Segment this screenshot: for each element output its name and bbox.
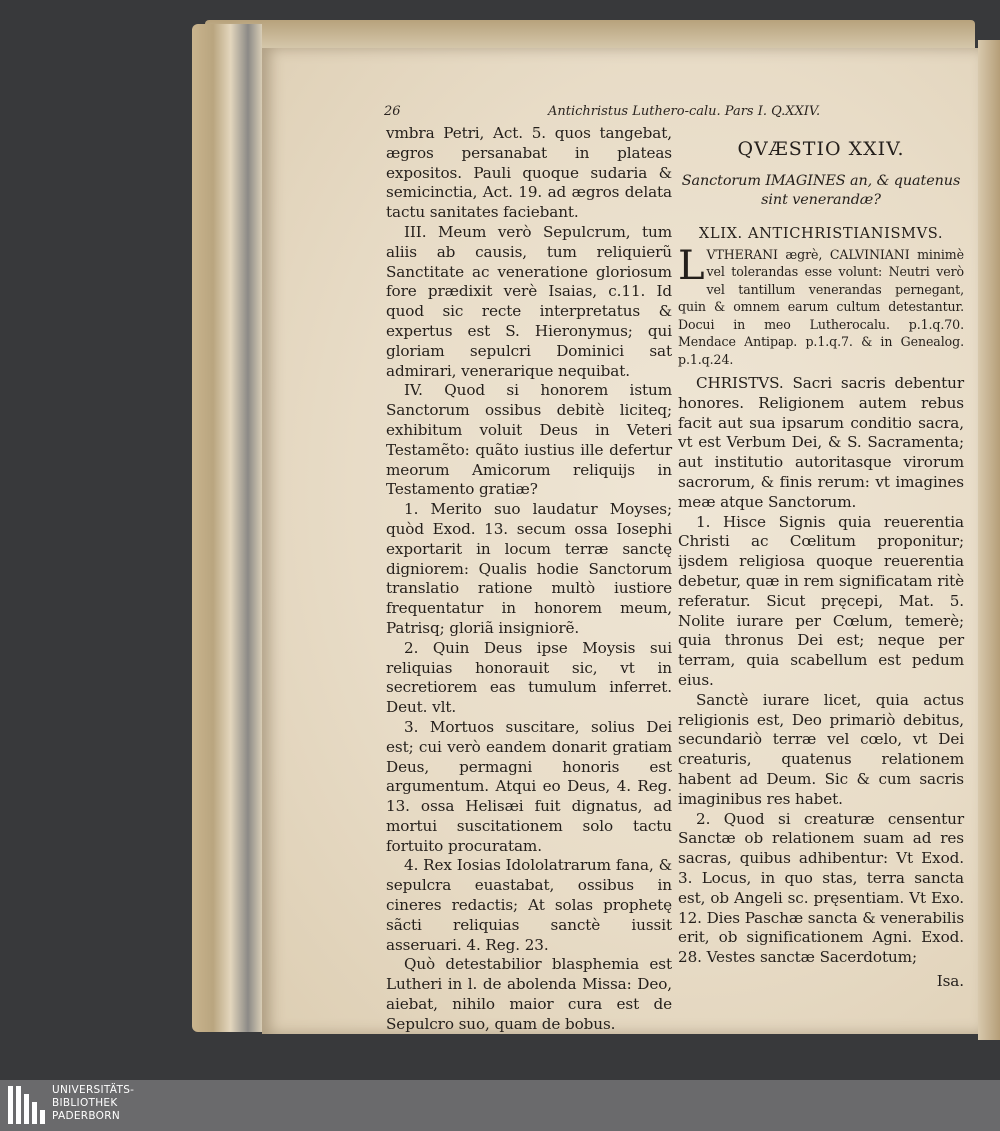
paragraph: 4. Rex Iosias Idololatrarum fana, & sepulcra euastabat, ossibus in cineres redactis; At solas prophetę sãcti reliquias sanctè iussit asseruari. 4. Reg. 23. <box>386 856 672 954</box>
paragraph: III. Meum verò Sepulcrum, tum aliis ab causis, tum reliquierũ Sanctitate ac veneratione gloriosum fore prædixit verè Isaias, c.11. Id quod sic recte interpretatus & expertus est S. Hieronymus; qui gloriam sepulcri Dominici sat admirari, venerarique nequibat. <box>386 222 672 380</box>
paragraph: CHRISTVS. Sacri sacris debentur honores. Religionem autem rebus facit aut sua ipsarum conditio sacra, vt est Verbum Dei, & S. Sacramenta; aut institutio autoritasque virorum sacrorum, & finis rerum: vt imagines meæ atque Sanctorum. <box>678 374 964 511</box>
paragraph: 2. Quod si creaturæ censentur Sanctæ ob relationem suam ad res sacras, quibus adhibentur: Vt Exod. 3. Locus, in quo stas, terra sancta est, ob Angeli sc. pręsentiam. Vt Exo. 12. Dies Paschæ sancta & venerabilis erit, ob significationem Agni. Exod. 28. Vestes sanctæ Sacerdotum; <box>678 809 965 967</box>
running-head <box>384 104 821 124</box>
paragraph: vmbra Petri, Act. 5. quos tangebat, ægros persanabat in plateas expositos. Pauli quoque sudaria & semicinctia, Act. 19. ad ægros delata tactu sanitates faciebant. <box>386 124 672 222</box>
left-column <box>386 124 672 1035</box>
paragraph: Sanctè iurare licet, quia actus religionis est, Deo primariò debitus, secundariò terræ vel cœlo, vt Dei creaturis, quatenus relationem habent ad Deum. Sic & cum sacris imaginibus res habet. <box>678 690 964 808</box>
catchword: Isa. <box>936 972 964 990</box>
drop-capital: L <box>678 242 705 289</box>
paragraph: 1. Merito suo laudatur Moyses; quòd Exod. 13. secum ossa Iosephi exportarit in locum terræ sanctę digniorem: Qualis hodie Sanctorum translatio ratione multò iustiore frequentatur in honorem meum, Patrisq; gloriã insigniorẽ. <box>386 500 672 637</box>
library-footer <box>0 1080 1000 1131</box>
section-heading: XLIX. ANTICHRISTIANISMVS. <box>698 224 944 242</box>
paragraph: 1. Hisce Signis quia reuerentia Christi ac Cœlitum proponitur; ijsdem religiosa quoque reuerentia debetur, quæ in rem significatam ritè referatur. Sicut pręcepi, Mat. 5. Nolite iurare per Cœlum, temerè; quia thronus Dei est; neque per terram, quia scabellum est pedum eius. <box>678 512 964 690</box>
page-number: 26 <box>384 104 401 119</box>
library-logo-icon <box>8 1086 46 1124</box>
paragraph <box>678 242 964 369</box>
book-page-edges <box>192 24 262 1032</box>
paragraph: 3. Mortuos suscitare, solius Dei est; cui verò eandem donarit gratiam Deus, permagni honoris est argumentum. Atqui eo Deus, 4. Reg. 13. ossa Helisæi fuit dignatus, ad mortui suscitationem solo tactu fortuito procuratam. <box>386 717 672 855</box>
running-title: Antichristus Luthero-calu. Pars I. Q.XXIV. <box>548 104 821 119</box>
question-subtitle: Sanctorum IMAGINES an, & quatenus sint venerandæ? <box>681 172 961 208</box>
library-name: UNIVERSITÄTS- BIBLIOTHEK PADERBORN <box>52 1084 135 1122</box>
paragraph-text: VTHERANI ægrè, CALVINIANI minimè vel tolerandas esse volunt: Neutri verò vel tantillum venerandas pernegant, quin & omnem earum cultum detestantur. Docui in meo Lutherocalu. p.1.q.70. Mendace Antipap. p.1.q.7. & in Genealog. p.1.q.24. <box>678 246 964 367</box>
right-column <box>678 140 964 992</box>
paragraph: 2. Quin Deus ipse Moysis sui reliquias honorauit sic, vt in secretiorem eas tumulum inferret. Deut. vlt. <box>386 638 672 717</box>
paragraph: IV. Quod si honorem istum Sanctorum ossibus debitè liciteq; exhibitum voluit Deus in Veteri Testamẽto: quãto iustius ille defertur meorum Amicorum reliquijs in Testamento gratiæ? <box>386 381 672 499</box>
question-title: QVÆSTIO XXIV. <box>737 138 905 160</box>
facing-page-edge <box>978 40 1000 1040</box>
paragraph: Quò detestabilior blasphemia est Lutheri in l. de abolenda Missa: Deo, aiebat, nihilo maior cura est de Sepulcro suo, quam de bobus. <box>386 955 672 1033</box>
